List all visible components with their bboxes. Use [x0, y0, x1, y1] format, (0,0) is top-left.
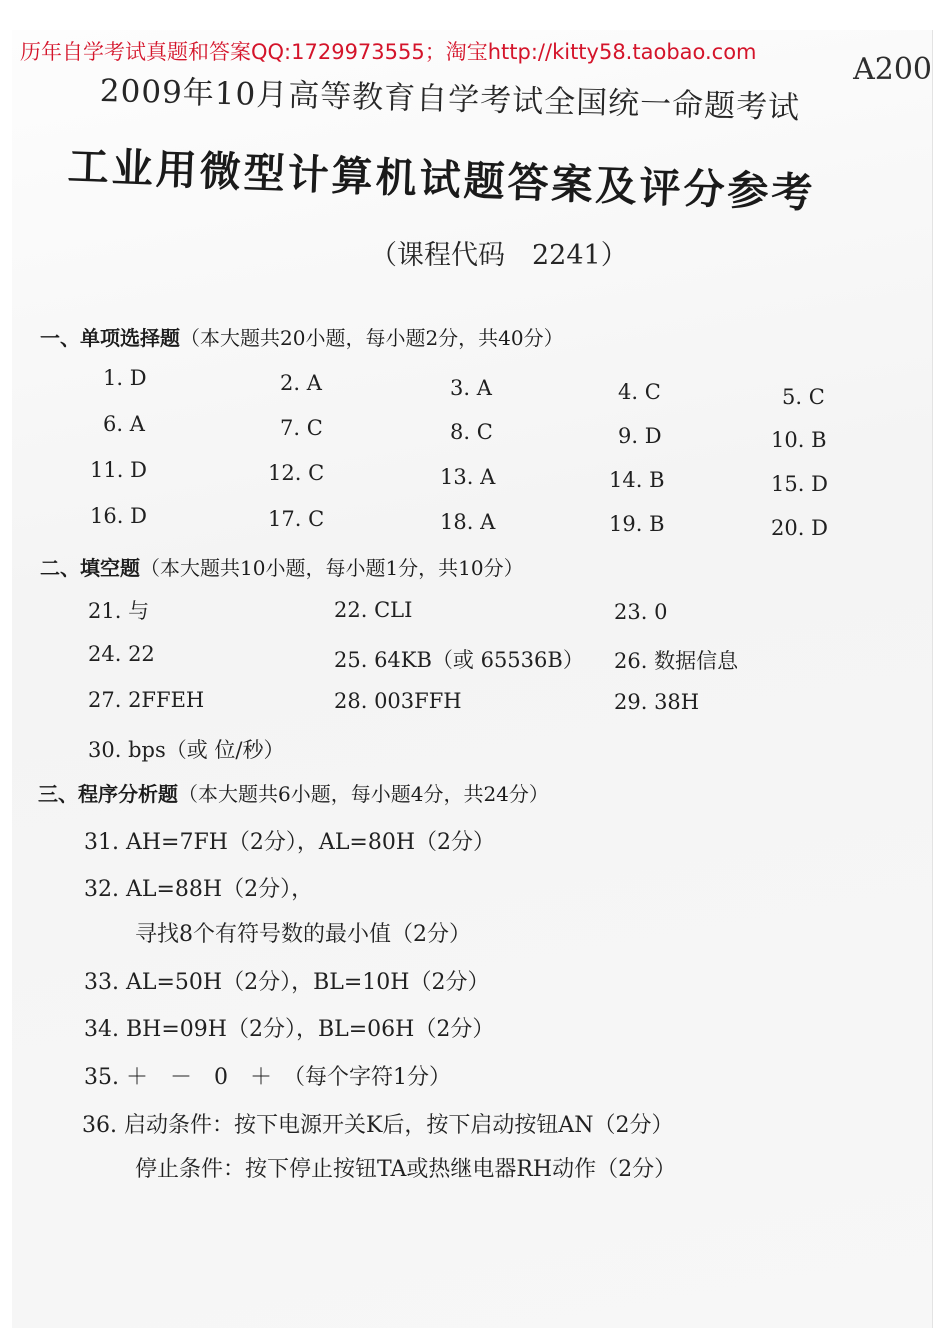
- section-note: （本大题共10小题，每小题1分，共10分）: [140, 556, 524, 580]
- answer-item: 3. A: [450, 376, 492, 400]
- answer-item: 2. A: [280, 371, 322, 395]
- section-title: 二、填空题: [40, 556, 140, 580]
- answer-item: 16. D: [90, 504, 147, 528]
- section-note: （本大题共20小题，每小题2分，共40分）: [180, 326, 564, 350]
- watermark-text: 历年自学考试真题和答案QQ:1729973555；淘宝http://kitty58.taobao.com: [20, 40, 757, 64]
- answer-item: 8. C: [450, 420, 493, 444]
- answer-item: 7. C: [280, 416, 323, 440]
- answer-item: 35. ＋ － 0 ＋ （每个字符1分）: [84, 1065, 451, 1090]
- answer-item: 34. BH=09H（2分），BL=06H（2分）: [84, 1017, 495, 1042]
- answer-item: 寻找8个有符号数的最小值（2分）: [135, 922, 471, 947]
- answer-item: 9. D: [618, 424, 662, 448]
- answer-item: 21. 与: [88, 599, 150, 623]
- answer-item: 1. D: [103, 366, 147, 390]
- answer-item: 33. AL=50H（2分），BL=10H（2分）: [84, 970, 490, 995]
- answer-item: 32. AL=88H（2分），: [84, 877, 314, 902]
- answer-item: 29. 38H: [614, 690, 700, 714]
- answer-item: 27. 2FFEH: [88, 688, 205, 712]
- section-heading-program: [38, 778, 549, 807]
- document-title: 工业用微型计算机试题答案及评分参考: [66, 142, 817, 218]
- answer-item: 19. B: [609, 512, 665, 536]
- section-title: 三、程序分析题: [38, 782, 178, 806]
- answer-item: 23. 0: [614, 600, 668, 624]
- section-note: （本大题共6小题，每小题4分，共24分）: [178, 782, 549, 806]
- answer-item: 18. A: [440, 510, 496, 534]
- answer-item: 14. B: [609, 468, 665, 492]
- answer-item: 17. C: [268, 507, 325, 531]
- answer-item: 15. D: [771, 472, 828, 496]
- answer-item: 36. 启动条件：按下电源开关K后，按下启动按钮AN（2分）: [82, 1113, 674, 1138]
- answer-item: 10. B: [771, 428, 827, 452]
- answer-item: 13. A: [440, 465, 496, 489]
- answer-item: 12. C: [268, 461, 325, 485]
- section-title: 一、单项选择题: [40, 326, 180, 350]
- answer-item: 30. bps（或 位/秒）: [88, 738, 285, 762]
- answer-item: 25. 64KB（或 65536B）: [334, 648, 584, 672]
- section-heading-fill: [40, 552, 524, 581]
- answer-item: 26. 数据信息: [614, 649, 739, 673]
- answer-item: 22. CLI: [334, 598, 413, 622]
- answer-item: 4. C: [618, 380, 661, 404]
- course-code: （课程代码 2241）: [370, 240, 628, 271]
- answer-item: 停止条件：按下停止按钮TA或热继电器RH动作（2分）: [135, 1157, 677, 1182]
- exam-title: 2009年10月高等教育自学考试全国统一命题考试: [99, 73, 801, 127]
- answer-item: 28. 003FFH: [334, 689, 462, 713]
- answer-item: 20. D: [771, 516, 828, 540]
- answer-item: 6. A: [103, 412, 145, 436]
- answer-item: 24. 22: [88, 642, 155, 666]
- answer-item: 5. C: [782, 385, 825, 409]
- paper-code: A200: [853, 52, 932, 87]
- section-heading-choice: [40, 322, 564, 351]
- answer-item: 11. D: [90, 458, 147, 482]
- answer-item: 31. AH=7FH（2分），AL=80H（2分）: [84, 830, 496, 855]
